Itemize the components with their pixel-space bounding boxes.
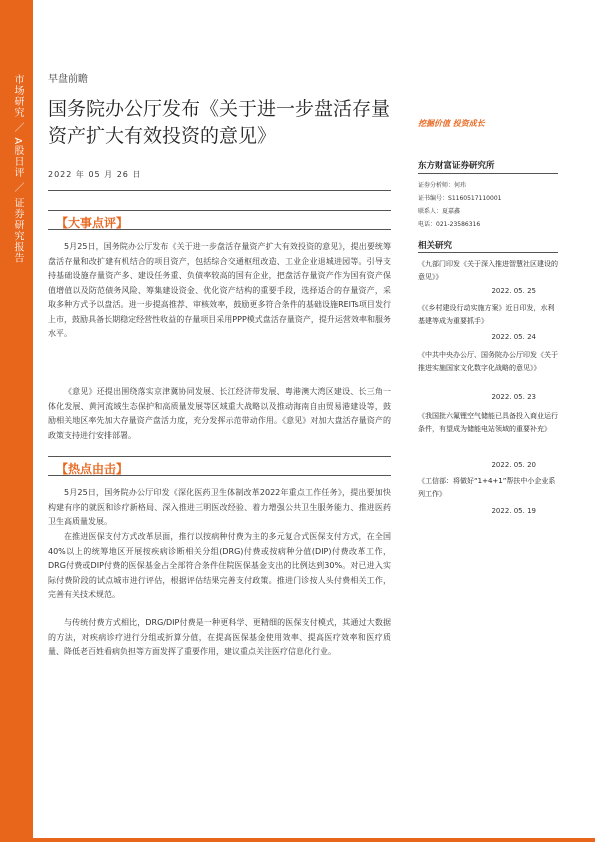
org-name: 东方财富证券研究所	[418, 161, 495, 171]
report-category: 早盘前瞻	[48, 74, 88, 85]
sidebar-bar	[0, 0, 33, 842]
paragraph: 《意见》还提出围绕落实京津冀协同发展、长江经济带发展、粤港澳大湾区建设、长三角一体化发展、黄河流域生态保护和高质量发展等区域重大战略以及推动海南自由贸易港建设等，鼓励相关地区率先加大存量资产盘活力度，充分发挥示范带动作用。《意见》对加大盘活存量资产的政策支持进行安排部署。	[48, 387, 391, 440]
contact-phone: 电话：021-23586316	[418, 221, 481, 228]
paragraph: 在推进医保支付方式改革层面，推行以按病种付费为主的多元复合式医保支付方式，在全国40%以上的统筹地区开展按疾病诊断相关分组(DRG)付费或按病种分值(DIP)付费改革工作，DRG付费或DIP付费的医保基金占全部符合条件住院医保基金支出的比例达到30%。对已进入实际付费阶段的试点城市进行评估，根据评估结果完善支付政策。推进门诊按人头付费相关工作，完善有关技术规范。	[48, 532, 391, 599]
sidebar-label: 市场研究 ／ A股日评 ／ 证券研究报告	[12, 74, 23, 264]
slogan: 挖掘价值 投资成长	[418, 119, 485, 128]
related-item-link[interactable]: 《工信部：将做好“1+4+1”帮扶中小企业系列工作》	[418, 477, 556, 498]
contact-cert: 证书编号：S1160517110001	[418, 195, 502, 202]
related-item-date: 2022. 05. 20	[491, 461, 536, 469]
contact-analyst: 证券分析师：何玮	[418, 182, 467, 189]
related-item-date: 2022. 05. 23	[491, 393, 536, 401]
report-date: 2022 年 05 月 26 日	[48, 170, 142, 179]
section-heading-hot	[48, 456, 391, 476]
org-divider	[418, 173, 558, 174]
section-heading-text: 【热点由击】	[56, 462, 129, 476]
title-divider	[48, 190, 391, 191]
related-item-link[interactable]: 《《乡村建设行动实施方案》近日印发，水利基建等成为重要抓手》	[418, 304, 555, 325]
paragraph: 与传统付费方式相比，DRG/DIP付费是一种更科学、更精细的医保支付模式，其通过大数据的方法，对疾病诊疗进行分组或折算分值，在提高医保基金使用效率、提高医疗效率和医疗质量、降低老百姓看病负担等方面发挥了重要作用，建议重点关注医疗信息化行业。	[48, 618, 391, 656]
related-item-date: 2022. 05. 19	[491, 507, 536, 515]
footer-bar	[33, 838, 595, 842]
related-item-link[interactable]: 《中共中央办公厅、国务院办公厅印发《关于推进实施国家文化数字化战略的意见》》	[418, 351, 558, 372]
related-item-date: 2022. 05. 24	[491, 333, 536, 341]
related-item-link[interactable]: 《我国批六氟锂空气储能已具备投入商业运行条件，有望成为储能电站领域的重要补充》	[418, 412, 558, 433]
section-heading-text: 【大事点评】	[56, 216, 129, 230]
related-divider	[418, 252, 558, 253]
paragraph: 5月25日，国务院办公厅印发《深化医药卫生体制改革2022年重点工作任务》，提出要加快构建有序的就医和诊疗新格局、深入推进三明医改经验、着力增强公共卫生服务能力、推进医药卫生高质量发展。	[48, 488, 391, 526]
contact-person: 联系人：夏嘉鑫	[418, 208, 461, 215]
page-title: 国务院办公厅发布《关于进一步盘活存量资产扩大有效投资的意见》	[48, 98, 391, 147]
related-item-link[interactable]: 《九部门印发《关于深入推进智慧社区建设的意见》》	[418, 260, 558, 281]
section-heading-events	[48, 210, 391, 230]
paragraph: 5月25日，国务院办公厅发布《关于进一步盘活存量资产扩大有效投资的意见》，提出要统筹盘活存量和改扩建有机结合的项目资产，包括综合交通枢纽改造、工业企业退城进园等。引导支持基础设施存量资产多、建设任务重、负债率较高的国有企业，把盘活存量资产作为国有资产保值增值以及防范债务风险、筹集建设资金、优化资产结构的重要手段，选择适合的存量资产，采取多种方式予以盘活。进一步提高推荐、审核效率，鼓励更多符合条件的基础设施REITs项目发行上市，鼓励具备长期稳定经营性收益的存量项目采用PPP模式盘活存量资产，提升运营效率和服务水平。	[48, 242, 391, 338]
related-item-date: 2022. 05. 25	[491, 287, 536, 295]
related-heading: 相关研究	[418, 241, 453, 251]
